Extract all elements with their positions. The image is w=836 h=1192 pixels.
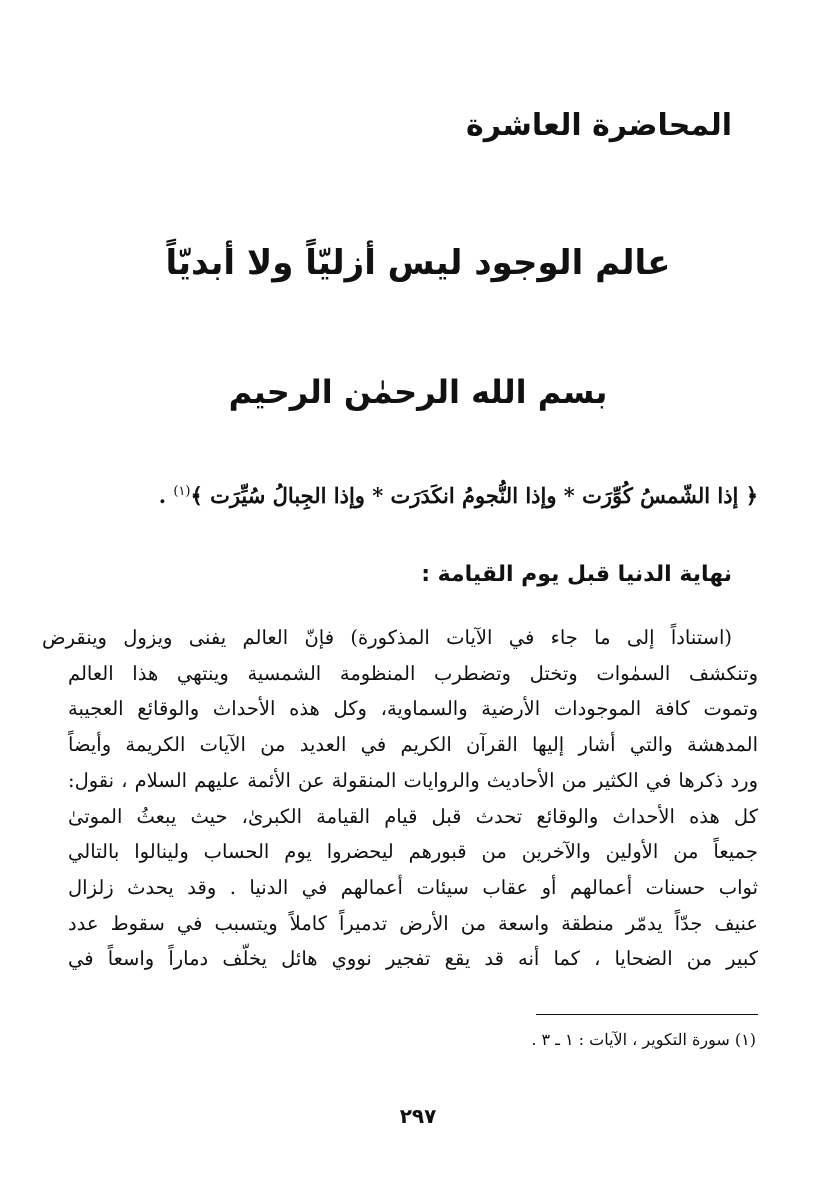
footnote-area — [0, 1008, 836, 1128]
footnote: (١) سورة التكوير ، الآيات : ١ ـ ٣ . — [531, 1030, 756, 1049]
main-title: عالم الوجود ليس أزليّاً ولا أبديّاً — [165, 243, 671, 283]
body-line: كل هذه الأحداث والوقائع تحدث قبل قيام القيامة الكبرىٰ، حيث يبعثُ الموتىٰ — [68, 804, 758, 828]
footnote-reference: (١) — [173, 484, 191, 499]
quran-verse — [68, 470, 758, 517]
basmala: بسم الله الرحمٰن الرحيم — [228, 373, 608, 411]
body-line: المدهشة والتي أشار إليها القرآن الكريم في العديد من الآيات الكريمة وأيضاً — [68, 733, 758, 757]
body-line: وتنكشف السمٰوات وتختل وتضطرب المنظومة الشمسية وينتهي هذا العالم — [68, 661, 758, 685]
lecture-title: المحاضرة العاشرة — [466, 108, 732, 143]
body-line: كبير من الضحايا ، كما أنه قد يقع تفجير نووي هائل يخلّف دماراً واسعاً في — [68, 947, 758, 971]
body-text — [42, 620, 758, 977]
verse-text: ﴿ إذا الشّمسُ كُوِّرَت * وإذا النُّجومُ انكَدَرَت * وإذا الجِبالُ سُيِّرَت ﴾ — [190, 483, 758, 508]
body-line: (استناداً إلى ما جاء في الآيات المذكورة) فإنّ العالم يفنى ويزول وينقرض — [42, 626, 732, 649]
page-number: ٢٩٧ — [399, 1104, 437, 1128]
body-line: وتموت كافة الموجودات الأرضية والسماوية، وكل هذه الأحداث والوقائع العجيبة — [68, 697, 758, 721]
body-line: ورد ذكرها في الكثير من الأحاديث والروايات المنقولة عن الأئمة عليهم السلام ، نقول: — [68, 768, 758, 792]
body-line: ثواب حسنات أعمالهم أو عقاب سيئات أعمالهم في الدنيا . وقد يحدث زلزال — [68, 875, 758, 899]
body-line: جميعاً من الأولين والآخرين من قبورهم ليحضروا يوم الحساب ولينالوا بالتالي — [68, 840, 758, 864]
footnote-divider — [536, 1014, 758, 1015]
body-line: عنيف جدّاً يدمّر منطقة واسعة من الأرض تدميراً كاملاً ويتسبب في سقوط عدد — [68, 911, 758, 935]
section-heading: نهاية الدنيا قبل يوم القيامة : — [421, 562, 732, 587]
verse-end: . — [158, 483, 166, 508]
